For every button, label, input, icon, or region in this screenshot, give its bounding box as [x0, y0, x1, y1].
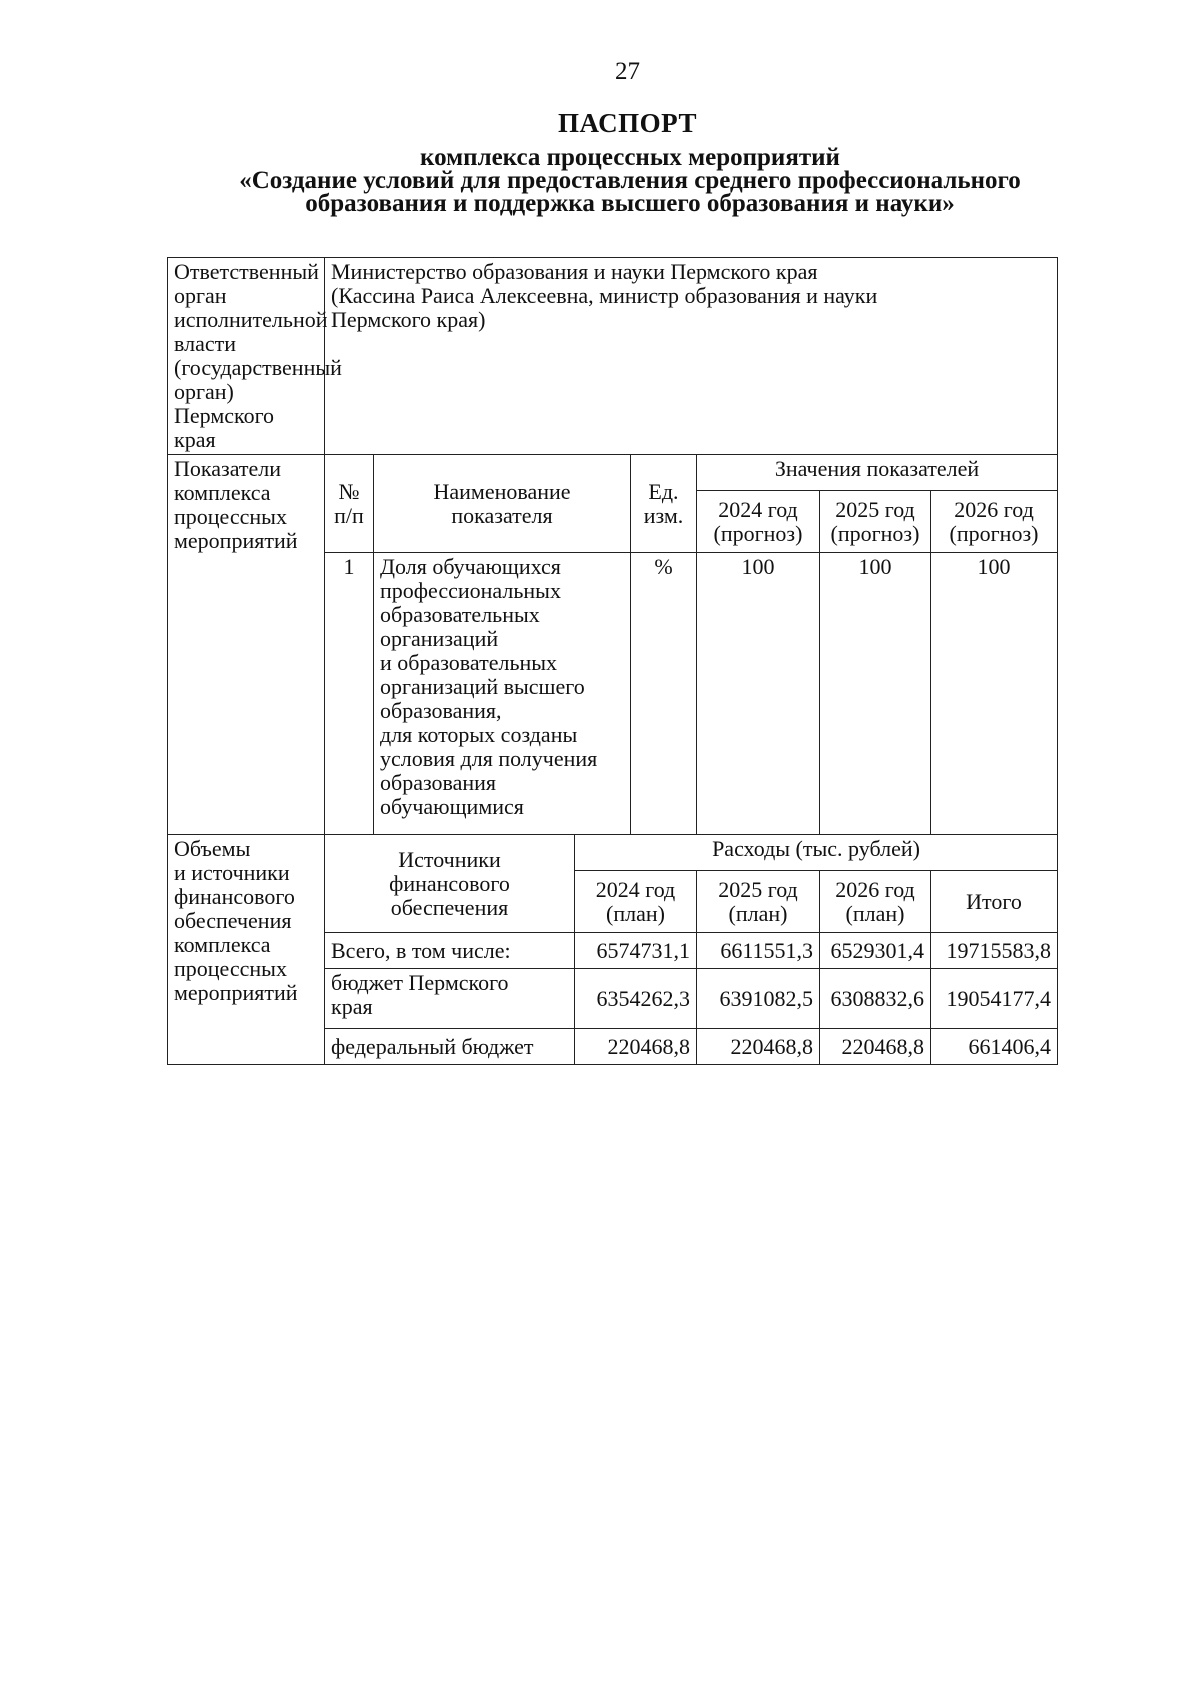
indicators-label: Показатели комплекса процессных мероприятий	[168, 455, 325, 835]
document-subtitle	[160, 146, 1100, 215]
indicator-value: 100	[697, 553, 820, 835]
finance-value: 661406,4	[931, 1029, 1058, 1065]
finance-source: Всего, в том числе:	[325, 933, 575, 969]
responsible-label: Ответственный орган исполнительной власти (государственный орган) Пермского края	[168, 258, 325, 455]
responsible-row	[168, 258, 1058, 455]
finance-value: 19054177,4	[931, 969, 1058, 1029]
indicator-num-header: № п/п	[325, 455, 374, 553]
finance-source: федеральный бюджет	[325, 1029, 575, 1065]
finance-value: 6354262,3	[575, 969, 697, 1029]
finance-year-header: 2026 год (план)	[820, 871, 931, 933]
finance-value: 6308832,6	[820, 969, 931, 1029]
indicator-year-header: 2025 год (прогноз)	[820, 491, 931, 553]
indicator-values-header: Значения показателей	[697, 455, 1058, 491]
finance-value: 6574731,1	[575, 933, 697, 969]
finance-value: 220468,8	[575, 1029, 697, 1065]
indicator-name-header: Наименование показателя	[374, 455, 631, 553]
indicator-year-header: 2024 год (прогноз)	[697, 491, 820, 553]
finance-year-header: 2024 год (план)	[575, 871, 697, 933]
indicator-unit-header: Ед. изм.	[631, 455, 697, 553]
subtitle-line: комплекса процессных мероприятий	[420, 144, 840, 171]
indicator-num: 1	[325, 553, 374, 835]
indicator-value: 100	[820, 553, 931, 835]
indicators-header-row	[168, 455, 1058, 491]
finance-value: 220468,8	[697, 1029, 820, 1065]
indicator-value: 100	[931, 553, 1058, 835]
finance-year-header: 2025 год (план)	[697, 871, 820, 933]
finance-value: 6529301,4	[820, 933, 931, 969]
indicator-unit: %	[631, 553, 697, 835]
finance-value: 220468,8	[820, 1029, 931, 1065]
page-number: 27	[615, 58, 640, 85]
document-title: ПАСПОРТ	[558, 108, 697, 138]
subtitle-line: «Создание условий для предоставления среднего профессионального	[239, 167, 1021, 194]
finance-value: 6391082,5	[697, 969, 820, 1029]
finance-value: 6611551,3	[697, 933, 820, 969]
subtitle-line: образования и поддержка высшего образования и науки»	[305, 190, 955, 217]
passport-table	[167, 257, 1058, 1065]
finance-source-header: Источники финансового обеспечения	[325, 835, 575, 933]
indicator-name: Доля обучающихся профессиональных образовательных организаций и образовательных организаций высшего образования, для которых созданы условия для получения образования обучающимися	[374, 553, 631, 835]
finance-header-row	[168, 835, 1058, 871]
finance-total-header: Итого	[931, 871, 1058, 933]
finance-expenses-header: Расходы (тыс. рублей)	[575, 835, 1058, 871]
responsible-value: Министерство образования и науки Пермского края (Кассина Раиса Алексеевна, министр образования и науки Пермского края)	[325, 258, 1058, 455]
finance-value: 19715583,8	[931, 933, 1058, 969]
indicator-year-header: 2026 год (прогноз)	[931, 491, 1058, 553]
finance-source: бюджет Пермского края	[325, 969, 575, 1029]
finance-label: Объемы и источники финансового обеспечения комплекса процессных мероприятий	[168, 835, 325, 1065]
